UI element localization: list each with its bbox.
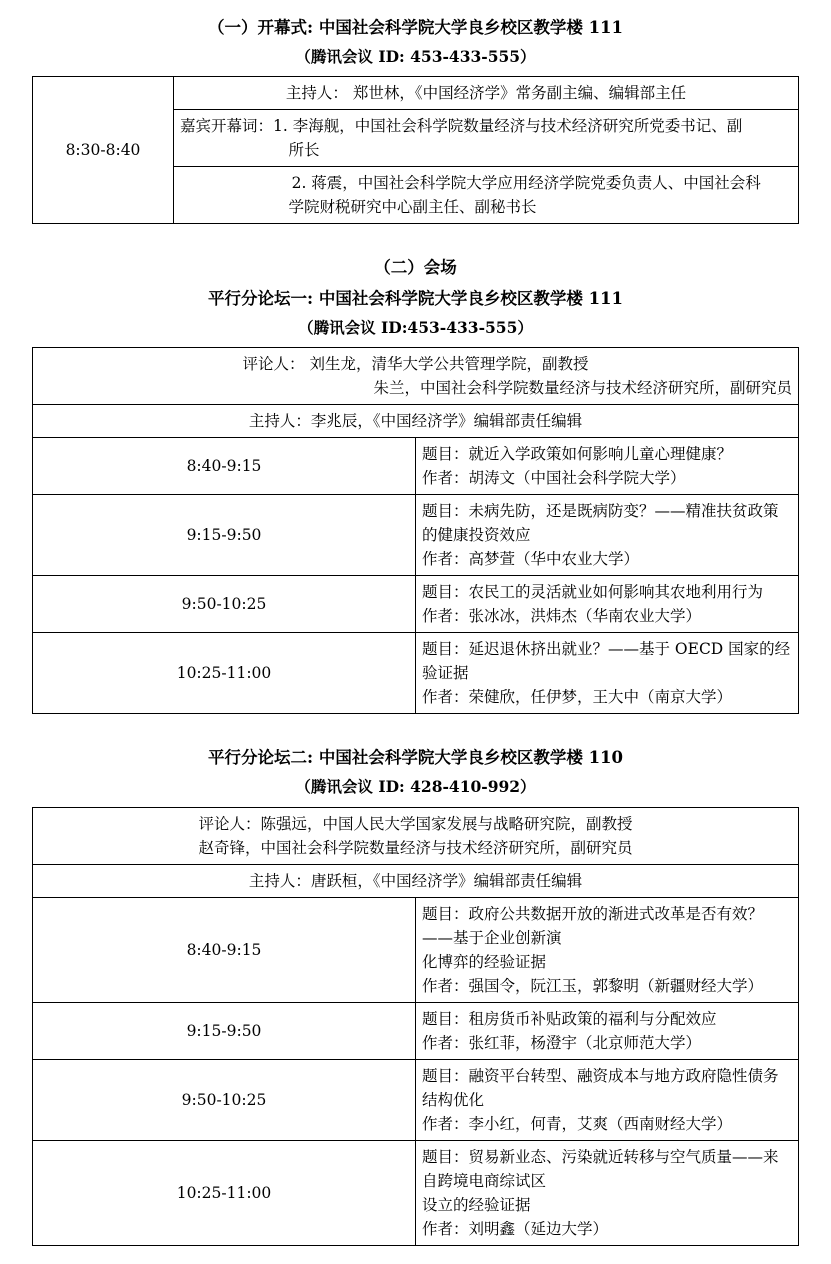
opening-guest-2-line1: 2. 蒋震，中国社会科学院大学应用经济学院党委负责人、中国社会科 xyxy=(291,174,761,193)
paper-title: 题目：融资平台转型、融资成本与地方政府隐性债务结构优化 xyxy=(422,1066,779,1109)
forum1-commentator-line2: 朱兰，中国社会科学院数量经济与技术经济研究所，副研究员 xyxy=(373,378,792,397)
paper-author: 作者：高梦萱（华中农业大学） xyxy=(422,550,640,569)
table-row xyxy=(33,1140,799,1245)
forum1-row-3-time: 10:25-11:00 xyxy=(33,633,416,714)
forum1-commentator-line1: 评论人： 刘生龙，清华大学公共管理学院，副教授 xyxy=(242,354,589,373)
opening-guest-2-cell xyxy=(174,167,799,224)
table-row xyxy=(33,1059,799,1140)
paper-author: 作者：张红菲，杨澄宇（北京师范大学） xyxy=(422,1033,702,1052)
paper-author: 作者：强国令，阮江玉，郭黎明（新疆财经大学） xyxy=(422,976,764,995)
paper-author: 作者：荣健欣，任伊梦，王大中（南京大学） xyxy=(422,688,733,707)
forum2-row-2-time: 9:50-10:25 xyxy=(33,1059,416,1140)
table-row xyxy=(33,576,799,633)
paper-author: 作者：胡涛文（中国社会科学院大学） xyxy=(422,468,686,487)
table-row xyxy=(33,1002,799,1059)
forum1-host-cell: 主持人：李兆辰，《中国经济学》编辑部责任编辑 xyxy=(33,404,799,437)
table-row xyxy=(33,77,799,110)
paper-title-cont: 化博弈的经验证据 xyxy=(422,952,547,971)
paper-author: 作者：刘明鑫（延边大学） xyxy=(422,1219,609,1238)
opening-host-cell: 主持人： 郑世林，《中国经济学》常务副主编、编辑部主任 xyxy=(174,77,799,110)
forum2-row-3-time: 10:25-11:00 xyxy=(33,1140,416,1245)
venue-heading: （二）会场 xyxy=(374,258,457,278)
paper-title-cont: 设立的经验证据 xyxy=(422,1195,531,1214)
forum1-row-0-time: 8:40-9:15 xyxy=(33,437,416,494)
paper-title: 题目：农民工的灵活就业如何影响其农地利用行为 xyxy=(422,583,764,602)
forum2-heading: 平行分论坛二: 中国社会科学院大学良乡校区教学楼 110 xyxy=(207,748,624,768)
paper-author: 作者：张冰冰，洪炜杰（华南农业大学） xyxy=(422,607,702,626)
paper-title: 题目：政府公共数据开放的渐进式改革是否有效？——基于企业创新演 xyxy=(422,904,764,947)
opening-ceremony-heading: （一）开幕式: 中国社会科学院大学良乡校区教学楼 111 xyxy=(207,18,624,37)
forum2-meeting-id: （腾讯会议 ID: 428-410-992） xyxy=(295,777,536,797)
forum2-row-3-content xyxy=(416,1140,799,1245)
forum2-host-cell: 主持人：唐跃桓，《中国经济学》编辑部责任编辑 xyxy=(33,864,799,897)
forum1-row-1-content xyxy=(416,494,799,575)
opening-guest-1-line2: 所长 xyxy=(288,141,320,160)
spacer xyxy=(32,224,799,250)
paper-title: 题目：延迟退休挤出就业？——基于 OECD 国家的经验证据 xyxy=(422,640,791,683)
forum1-row-2-content xyxy=(416,576,799,633)
opening-meeting-id: （腾讯会议 ID: 453-433-555） xyxy=(295,47,536,67)
forum1-row-3-content xyxy=(416,633,799,714)
table-row xyxy=(33,347,799,404)
opening-guest-1-cell xyxy=(174,110,799,167)
forum2-row-2-content xyxy=(416,1059,799,1140)
forum2-row-0-content xyxy=(416,897,799,1002)
table-row xyxy=(33,864,799,897)
table-row xyxy=(33,897,799,1002)
paper-title: 题目：租房货币补贴政策的福利与分配效应 xyxy=(422,1009,717,1028)
opening-guest-1-line1: 嘉宾开幕词：1. 李海舰，中国社会科学院数量经济与技术经济研究所党委书记、副 xyxy=(180,117,743,136)
forum1-meeting-id: （腾讯会议 ID:453-433-555） xyxy=(298,317,533,337)
forum1-table xyxy=(32,347,799,714)
paper-title: 题目：未病先防，还是既病防变？——精准扶贫政策的健康投资效应 xyxy=(422,501,779,544)
forum2-row-1-time: 9:15-9:50 xyxy=(33,1002,416,1059)
forum2-commentator-line2: 赵奇锋，中国社会科学院数量经济与技术经济研究所，副研究员 xyxy=(198,838,633,857)
opening-ceremony-table xyxy=(32,76,799,224)
forum2-commentator-line1: 评论人：陈强远，中国人民大学国家发展与战略研究院，副教授 xyxy=(198,814,633,833)
forum2-table xyxy=(32,807,799,1246)
forum2-row-1-content xyxy=(416,1002,799,1059)
paper-title: 题目：就近入学政策如何影响儿童心理健康？ xyxy=(422,444,733,463)
paper-author: 作者：李小红，何青，艾爽（西南财经大学） xyxy=(422,1114,733,1133)
forum1-row-0-content xyxy=(416,437,799,494)
spacer xyxy=(32,714,799,740)
paper-title: 题目：贸易新业态、污染就近转移与空气质量——来自跨境电商综试区 xyxy=(422,1147,779,1190)
forum1-heading: 平行分论坛一: 中国社会科学院大学良乡校区教学楼 111 xyxy=(207,288,624,308)
table-row xyxy=(33,404,799,437)
forum1-row-1-time: 9:15-9:50 xyxy=(33,494,416,575)
table-row xyxy=(33,437,799,494)
table-row xyxy=(33,494,799,575)
opening-time-cell: 8:30-8:40 xyxy=(33,77,174,224)
forum1-commentator-cell xyxy=(33,347,799,404)
forum2-commentator-cell xyxy=(33,807,799,864)
opening-guest-2-line2: 学院财税研究中心副主任、副秘书长 xyxy=(288,198,537,217)
forum2-row-0-time: 8:40-9:15 xyxy=(33,897,416,1002)
table-row xyxy=(33,633,799,714)
forum1-row-2-time: 9:50-10:25 xyxy=(33,576,416,633)
table-row xyxy=(33,807,799,864)
